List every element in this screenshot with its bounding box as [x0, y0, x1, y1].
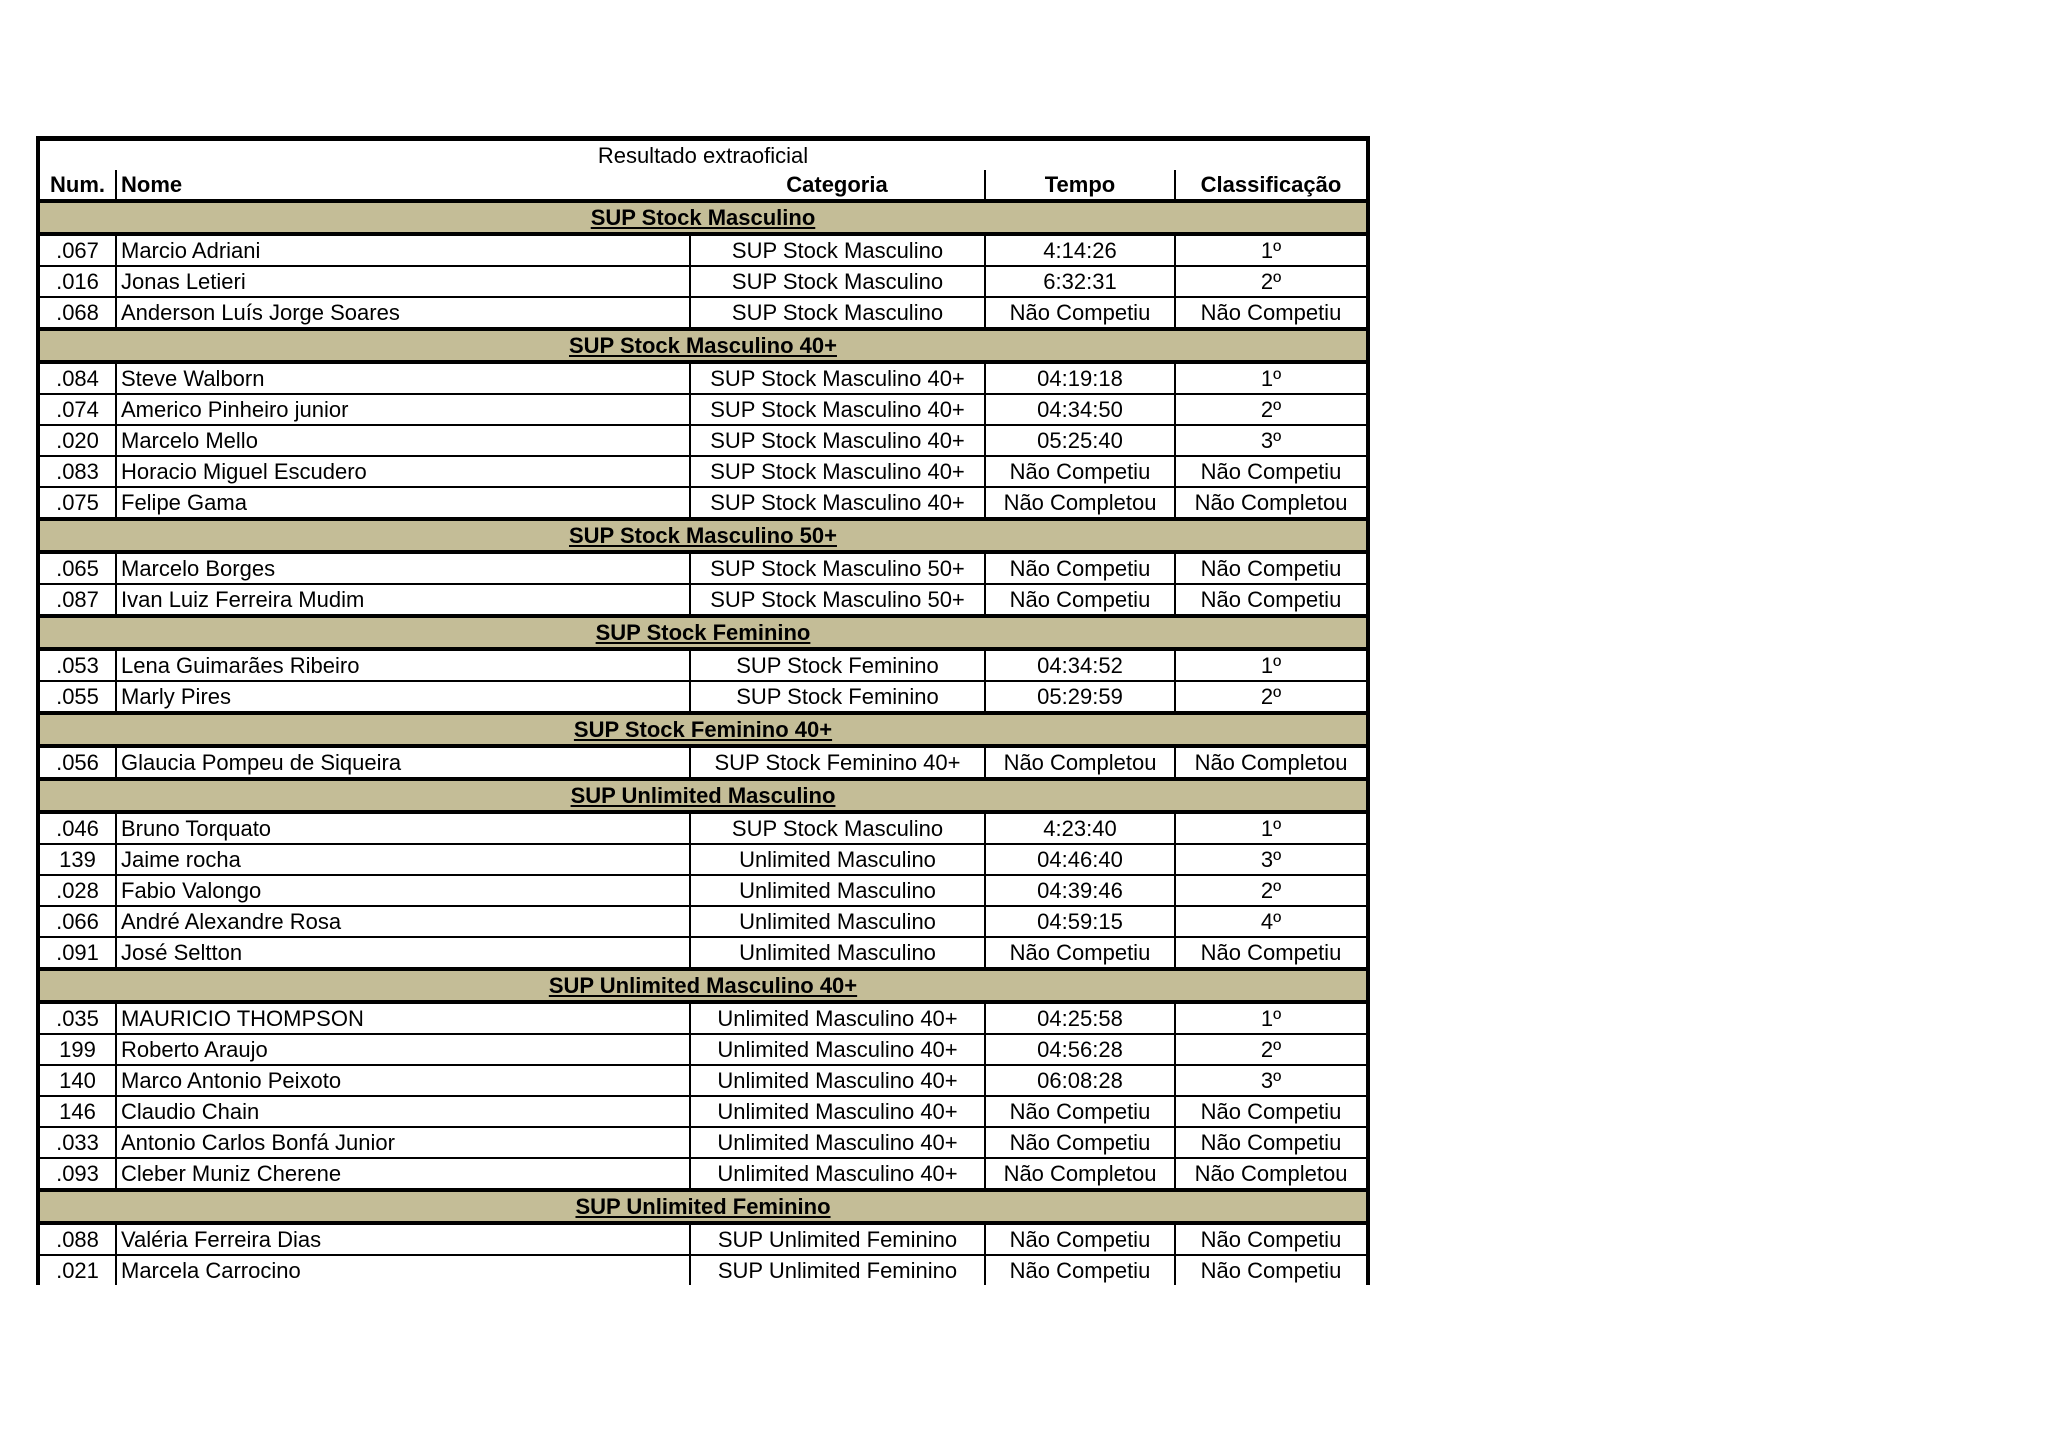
row-name: Horacio Miguel Escudero	[116, 456, 690, 487]
row-category: Unlimited Masculino 40+	[690, 1127, 985, 1158]
row-num: .056	[38, 746, 116, 779]
row-time: 6:32:31	[985, 266, 1175, 297]
row-name: Marcela Carrocino	[116, 1255, 690, 1285]
row-classification: Não Competiu	[1175, 584, 1368, 616]
section-header-row	[38, 201, 1368, 234]
table-row	[38, 906, 1368, 937]
row-time: Não Competiu	[985, 552, 1175, 584]
section-header-row	[38, 969, 1368, 1002]
row-num: .087	[38, 584, 116, 616]
row-classification: 1º	[1175, 812, 1368, 844]
row-num: .083	[38, 456, 116, 487]
section-header-row	[38, 779, 1368, 812]
table-row	[38, 1158, 1368, 1190]
row-time: Não Competiu	[985, 1096, 1175, 1127]
row-num: .093	[38, 1158, 116, 1190]
row-num: .028	[38, 875, 116, 906]
row-name: Marco Antonio Peixoto	[116, 1065, 690, 1096]
section-header-row	[38, 713, 1368, 746]
row-category: Unlimited Masculino 40+	[690, 1034, 985, 1065]
row-num: .021	[38, 1255, 116, 1285]
row-classification: 3º	[1175, 844, 1368, 875]
row-num: 139	[38, 844, 116, 875]
row-category: Unlimited Masculino 40+	[690, 1096, 985, 1127]
row-category: Unlimited Masculino	[690, 906, 985, 937]
section-title: SUP Unlimited Feminino	[38, 1190, 1368, 1223]
row-category: SUP Stock Masculino	[690, 812, 985, 844]
row-num: 146	[38, 1096, 116, 1127]
table-row	[38, 1002, 1368, 1034]
row-time: Não Competiu	[985, 1127, 1175, 1158]
row-num: .075	[38, 487, 116, 519]
row-category: SUP Stock Masculino 40+	[690, 394, 985, 425]
row-num: .066	[38, 906, 116, 937]
table-row	[38, 844, 1368, 875]
row-name: Ivan Luiz Ferreira Mudim	[116, 584, 690, 616]
row-category: SUP Stock Masculino	[690, 234, 985, 266]
row-classification: Não Competiu	[1175, 552, 1368, 584]
row-category: Unlimited Masculino 40+	[690, 1065, 985, 1096]
table-row	[38, 297, 1368, 329]
row-num: 140	[38, 1065, 116, 1096]
row-category: Unlimited Masculino 40+	[690, 1158, 985, 1190]
row-time: 05:29:59	[985, 681, 1175, 713]
row-classification: 3º	[1175, 425, 1368, 456]
row-time: 4:14:26	[985, 234, 1175, 266]
row-classification: Não Completou	[1175, 1158, 1368, 1190]
row-category: SUP Stock Masculino 40+	[690, 456, 985, 487]
row-classification: Não Competiu	[1175, 1127, 1368, 1158]
section-title: SUP Unlimited Masculino 40+	[38, 969, 1368, 1002]
row-classification: 1º	[1175, 649, 1368, 681]
header-time: Tempo	[985, 170, 1175, 201]
row-category: SUP Stock Masculino 50+	[690, 584, 985, 616]
row-category: Unlimited Masculino 40+	[690, 1002, 985, 1034]
row-num: .065	[38, 552, 116, 584]
table-row	[38, 1127, 1368, 1158]
row-name: Glaucia Pompeu de Siqueira	[116, 746, 690, 779]
row-time: Não Competiu	[985, 937, 1175, 969]
table-row	[38, 456, 1368, 487]
row-name: Anderson Luís Jorge Soares	[116, 297, 690, 329]
row-classification: Não Completou	[1175, 487, 1368, 519]
row-time: Não Competiu	[985, 584, 1175, 616]
row-num: .067	[38, 234, 116, 266]
row-classification: 1º	[1175, 362, 1368, 394]
row-name: Antonio Carlos Bonfá Junior	[116, 1127, 690, 1158]
row-num: .020	[38, 425, 116, 456]
row-name: Claudio Chain	[116, 1096, 690, 1127]
row-category: SUP Unlimited Feminino	[690, 1255, 985, 1285]
row-time: Não Competiu	[985, 1223, 1175, 1255]
row-num: .084	[38, 362, 116, 394]
row-num: .033	[38, 1127, 116, 1158]
row-num: .053	[38, 649, 116, 681]
row-classification: 2º	[1175, 875, 1368, 906]
header-name: Nome	[116, 170, 690, 201]
row-num: .046	[38, 812, 116, 844]
section-header-row	[38, 616, 1368, 649]
table-row	[38, 584, 1368, 616]
row-classification: 3º	[1175, 1065, 1368, 1096]
row-name: Lena Guimarães Ribeiro	[116, 649, 690, 681]
row-time: Não Completou	[985, 487, 1175, 519]
row-category: SUP Stock Feminino	[690, 681, 985, 713]
row-classification: 1º	[1175, 234, 1368, 266]
row-time: 04:25:58	[985, 1002, 1175, 1034]
table-row	[38, 266, 1368, 297]
table-row	[38, 937, 1368, 969]
row-category: SUP Stock Feminino 40+	[690, 746, 985, 779]
table-row	[38, 681, 1368, 713]
row-name: Felipe Gama	[116, 487, 690, 519]
row-category: Unlimited Masculino	[690, 844, 985, 875]
row-time: 05:25:40	[985, 425, 1175, 456]
table-row	[38, 875, 1368, 906]
results-table	[36, 136, 1370, 1285]
row-name: Marcelo Mello	[116, 425, 690, 456]
row-classification: Não Competiu	[1175, 456, 1368, 487]
section-header-row	[38, 1190, 1368, 1223]
table-row	[38, 812, 1368, 844]
row-name: MAURICIO THOMPSON	[116, 1002, 690, 1034]
row-classification: Não Completou	[1175, 746, 1368, 779]
table-row	[38, 1255, 1368, 1285]
row-classification: 2º	[1175, 266, 1368, 297]
table-row	[38, 746, 1368, 779]
row-classification: 2º	[1175, 394, 1368, 425]
row-classification: Não Competiu	[1200, 1258, 1342, 1283]
title-row	[38, 139, 1368, 171]
row-category: SUP Stock Masculino	[690, 297, 985, 329]
row-name: Roberto Araujo	[116, 1034, 690, 1065]
row-name: Jonas Letieri	[116, 266, 690, 297]
row-time: Não Competiu	[985, 456, 1175, 487]
row-name: José Seltton	[116, 937, 690, 969]
row-category: SUP Unlimited Feminino	[690, 1223, 985, 1255]
table-row	[38, 487, 1368, 519]
header-category: Categoria	[690, 170, 985, 201]
row-num: .088	[38, 1223, 116, 1255]
table-row	[38, 234, 1368, 266]
row-classification: 2º	[1175, 1034, 1368, 1065]
row-classification: 1º	[1175, 1002, 1368, 1034]
row-classification: 4º	[1175, 906, 1368, 937]
section-header-row	[38, 519, 1368, 552]
row-name: Marcio Adriani	[116, 234, 690, 266]
row-time: 04:46:40	[985, 844, 1175, 875]
row-time: Não Completou	[985, 746, 1175, 779]
results-body	[38, 201, 1368, 1285]
row-category: SUP Stock Masculino 40+	[690, 362, 985, 394]
table-row	[38, 649, 1368, 681]
row-time: 4:23:40	[985, 812, 1175, 844]
row-time: Não Completou	[985, 1158, 1175, 1190]
section-title: SUP Unlimited Masculino	[38, 779, 1368, 812]
row-name: Cleber Muniz Cherene	[116, 1158, 690, 1190]
row-num: .016	[38, 266, 116, 297]
table-row	[38, 1065, 1368, 1096]
header-row	[38, 170, 1368, 201]
row-category: Unlimited Masculino	[690, 937, 985, 969]
section-title: SUP Stock Feminino	[38, 616, 1368, 649]
section-title: SUP Stock Feminino 40+	[38, 713, 1368, 746]
row-num: .074	[38, 394, 116, 425]
row-classification: Não Competiu	[1175, 937, 1368, 969]
section-title: SUP Stock Masculino 50+	[38, 519, 1368, 552]
row-name: Jaime rocha	[116, 844, 690, 875]
row-name: Steve Walborn	[116, 362, 690, 394]
row-num: .091	[38, 937, 116, 969]
row-name: Americo Pinheiro junior	[116, 394, 690, 425]
table-row	[38, 1223, 1368, 1255]
table-row	[38, 1096, 1368, 1127]
row-classification: 2º	[1175, 681, 1368, 713]
row-num: .055	[38, 681, 116, 713]
row-num: 199	[38, 1034, 116, 1065]
row-time: Não Competiu	[985, 297, 1175, 329]
row-category: SUP Stock Masculino 40+	[690, 487, 985, 519]
row-name: André Alexandre Rosa	[116, 906, 690, 937]
row-classification: Não Competiu	[1175, 1096, 1368, 1127]
row-time: 06:08:28	[985, 1065, 1175, 1096]
row-time: 04:19:18	[985, 362, 1175, 394]
table-row	[38, 425, 1368, 456]
table-row	[38, 394, 1368, 425]
row-name: Bruno Torquato	[116, 812, 690, 844]
section-header-row	[38, 329, 1368, 362]
row-time: 04:56:28	[985, 1034, 1175, 1065]
table-row	[38, 362, 1368, 394]
row-name: Valéria Ferreira Dias	[116, 1223, 690, 1255]
row-category: SUP Stock Masculino 50+	[690, 552, 985, 584]
row-name: Fabio Valongo	[116, 875, 690, 906]
row-num: .035	[38, 1002, 116, 1034]
section-title: SUP Stock Masculino	[38, 201, 1368, 234]
table-title: Resultado extraoficial	[597, 143, 809, 168]
row-time: Não Competiu	[985, 1255, 1175, 1285]
table-row	[38, 1034, 1368, 1065]
row-time: 04:34:52	[985, 649, 1175, 681]
row-classification: Não Competiu	[1175, 1223, 1368, 1255]
row-classification: Não Competiu	[1175, 297, 1368, 329]
header-num: Num.	[38, 170, 116, 201]
header-classification: Classificação	[1175, 170, 1368, 201]
row-time: 04:34:50	[985, 394, 1175, 425]
row-category: SUP Stock Feminino	[690, 649, 985, 681]
table-row	[38, 552, 1368, 584]
row-time: 04:39:46	[985, 875, 1175, 906]
row-time: 04:59:15	[985, 906, 1175, 937]
row-name: Marly Pires	[116, 681, 690, 713]
row-category: SUP Stock Masculino	[690, 266, 985, 297]
section-title: SUP Stock Masculino 40+	[38, 329, 1368, 362]
row-num: .068	[38, 297, 116, 329]
row-category: SUP Stock Masculino 40+	[690, 425, 985, 456]
row-name: Marcelo Borges	[116, 552, 690, 584]
row-category: Unlimited Masculino	[690, 875, 985, 906]
